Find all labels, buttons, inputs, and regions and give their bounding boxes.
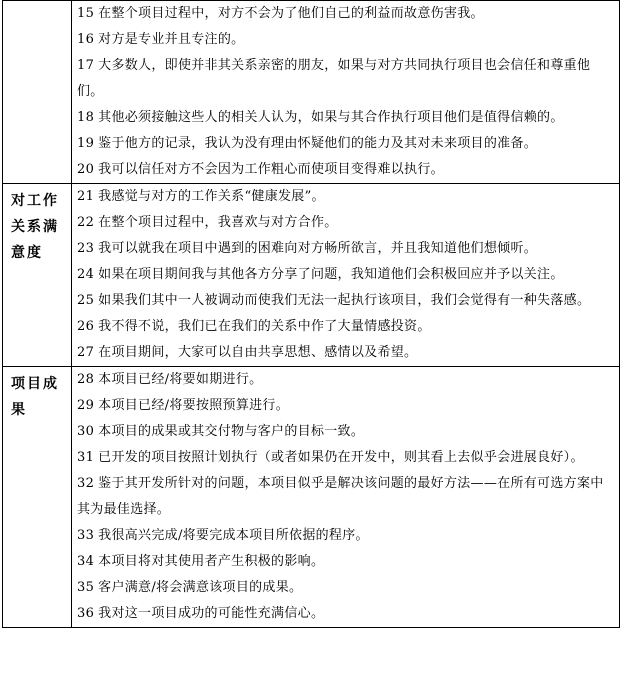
survey-item bbox=[77, 367, 615, 393]
survey-item bbox=[77, 340, 615, 366]
survey-item bbox=[77, 53, 615, 105]
item-text: 本项目已经/将要如期进行。 bbox=[98, 372, 263, 387]
item-text: 我可以就我在项目中遇到的困难向对方畅所欲言，并且我知道他们想倾听。 bbox=[98, 241, 538, 256]
survey-item bbox=[77, 445, 615, 471]
item-number: 27 bbox=[77, 345, 95, 360]
survey-item bbox=[77, 288, 615, 314]
survey-item bbox=[77, 549, 615, 575]
survey-item bbox=[77, 184, 615, 210]
items-cell bbox=[72, 184, 620, 367]
item-text: 鉴于其开发所针对的问题，本项目似乎是解决该问题的最好方法——在所有可选方案中其为最佳选择。 bbox=[77, 476, 604, 517]
item-text: 我对这一项目成功的可能性充满信心。 bbox=[98, 606, 325, 621]
survey-item bbox=[77, 262, 615, 288]
survey-item bbox=[77, 210, 615, 236]
item-text: 其他必须接触这些人的相关人认为，如果与其合作执行项目他们是值得信赖的。 bbox=[98, 110, 564, 125]
item-number: 35 bbox=[77, 580, 95, 595]
item-text: 在整个项目过程中，对方不会为了他们自己的利益而故意伤害我。 bbox=[98, 6, 484, 21]
survey-table-body bbox=[3, 1, 620, 628]
category-cell: 项目成果 bbox=[3, 367, 72, 628]
item-text: 我感觉与对方的工作关系“健康发展”。 bbox=[98, 189, 325, 204]
survey-item bbox=[77, 523, 615, 549]
item-number: 26 bbox=[77, 319, 95, 334]
item-number: 17 bbox=[77, 58, 95, 73]
item-text: 如果在项目期间我与其他各方分享了问题，我知道他们会积极回应并予以关注。 bbox=[98, 267, 564, 282]
items-cell bbox=[72, 367, 620, 628]
item-text: 我可以信任对方不会因为工作粗心而使项目变得难以执行。 bbox=[98, 162, 444, 177]
item-number: 21 bbox=[77, 189, 95, 204]
item-number: 15 bbox=[77, 6, 95, 21]
item-number: 30 bbox=[77, 424, 95, 439]
item-text: 大多数人，即使并非其关系亲密的朋友，如果与对方共同执行项目也会信任和尊重他们。 bbox=[77, 58, 591, 99]
item-text: 本项目的成果或其交付物与客户的目标一致。 bbox=[98, 424, 365, 439]
survey-item bbox=[77, 157, 615, 183]
item-text: 如果我们其中一人被调动而使我们无法一起执行该项目，我们会觉得有一种失落感。 bbox=[98, 293, 591, 308]
survey-item bbox=[77, 471, 615, 523]
item-text: 在整个项目过程中，我喜欢与对方合作。 bbox=[98, 215, 338, 230]
item-number: 29 bbox=[77, 398, 95, 413]
survey-item bbox=[77, 236, 615, 262]
item-text: 客户满意/将会满意该项目的成果。 bbox=[98, 580, 303, 595]
item-number: 16 bbox=[77, 32, 95, 47]
item-number: 36 bbox=[77, 606, 95, 621]
section-row bbox=[3, 184, 620, 367]
item-number: 28 bbox=[77, 372, 95, 387]
item-number: 19 bbox=[77, 136, 95, 151]
survey-item bbox=[77, 419, 615, 445]
item-text: 本项目已经/将要按照预算进行。 bbox=[98, 398, 290, 413]
item-number: 20 bbox=[77, 162, 95, 177]
item-text: 本项目将对其使用者产生积极的影响。 bbox=[98, 554, 325, 569]
item-number: 31 bbox=[77, 450, 95, 465]
category-cell: 对工作关系满意度 bbox=[3, 184, 72, 367]
item-text: 已开发的项目按照计划执行（或者如果仍在开发中，则其看上去似乎会进展良好）。 bbox=[98, 450, 584, 465]
survey-item bbox=[77, 27, 615, 53]
survey-item bbox=[77, 1, 615, 27]
survey-item bbox=[77, 105, 615, 131]
item-text: 我很高兴完成/将要完成本项目所依据的程序。 bbox=[98, 528, 369, 543]
survey-table bbox=[2, 0, 620, 628]
item-number: 23 bbox=[77, 241, 95, 256]
survey-item bbox=[77, 393, 615, 419]
item-number: 22 bbox=[77, 215, 95, 230]
item-number: 34 bbox=[77, 554, 95, 569]
section-row bbox=[3, 367, 620, 628]
category-cell bbox=[3, 1, 72, 184]
item-number: 25 bbox=[77, 293, 95, 308]
item-number: 32 bbox=[77, 476, 95, 491]
survey-item bbox=[77, 575, 615, 601]
survey-item bbox=[77, 131, 615, 157]
survey-item bbox=[77, 314, 615, 340]
survey-item bbox=[77, 601, 615, 627]
item-text: 鉴于他方的记录，我认为没有理由怀疑他们的能力及其对未来项目的准备。 bbox=[98, 136, 538, 151]
section-row bbox=[3, 1, 620, 184]
item-text: 在项目期间，大家可以自由共享思想、感情以及希望。 bbox=[98, 345, 418, 360]
items-cell bbox=[72, 1, 620, 184]
item-number: 18 bbox=[77, 110, 95, 125]
item-number: 24 bbox=[77, 267, 95, 282]
item-number: 33 bbox=[77, 528, 95, 543]
item-text: 我不得不说，我们已在我们的关系中作了大量情感投资。 bbox=[98, 319, 431, 334]
item-text: 对方是专业并且专注的。 bbox=[98, 32, 245, 47]
